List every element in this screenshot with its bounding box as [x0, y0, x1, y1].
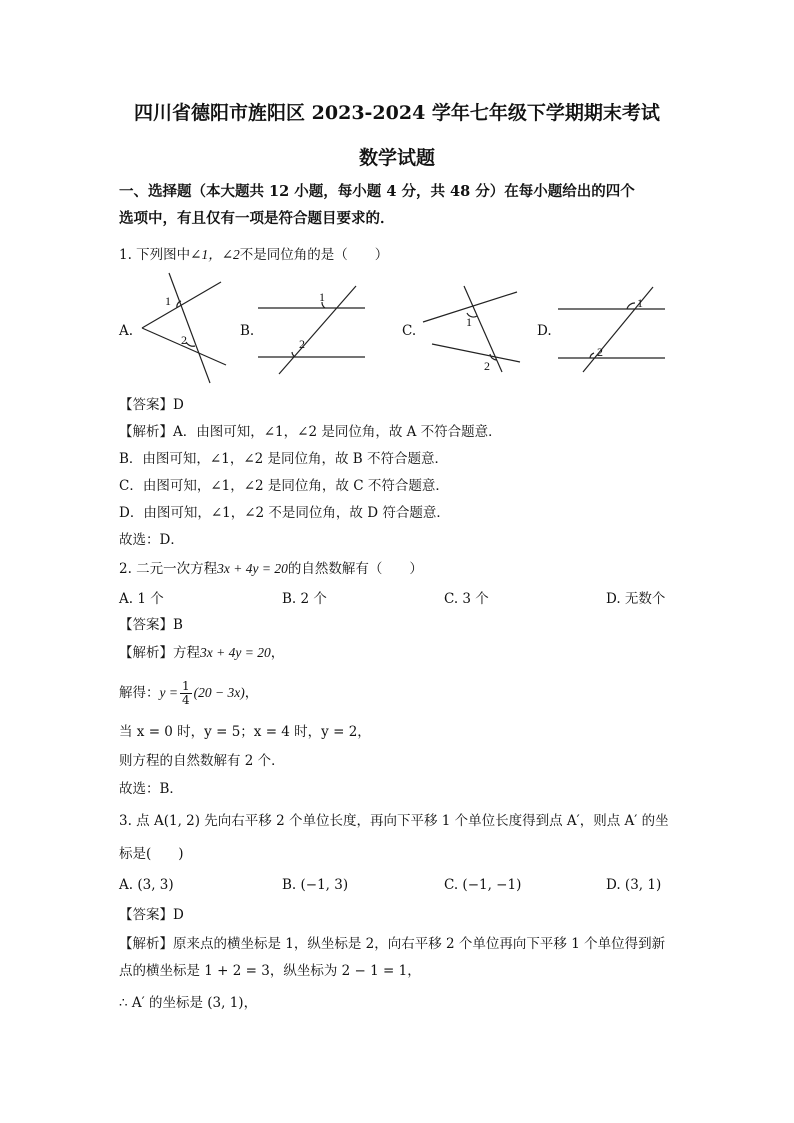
q1-analysis-line: C．由图可知，∠1，∠2 是同位角，故 C 不符合题意． [119, 478, 449, 494]
q2-solve-post: ， [244, 685, 259, 701]
q2-solve-lhs: y = [159, 685, 178, 700]
q2-fraction [180, 680, 192, 707]
q1-figure-a-label: A. [119, 323, 134, 339]
fig-d-angle2-arc [590, 353, 594, 358]
q2-option-c: C. 3 个 [444, 591, 489, 607]
q3-option-d: D. (3, 1) [606, 877, 662, 893]
q2-when-line: 当 x = 0 时，y = 5；x = 4 时，y = 2， [119, 724, 371, 740]
q1-figure-d-label: D. [537, 323, 552, 339]
fig-a-angle2-arc [186, 342, 195, 346]
q3-analysis-line3: ∴ A′ 的坐标是 (3, 1)， [119, 995, 258, 1011]
fig-b-transversal [279, 286, 356, 374]
fig-d-mark2: 2 [597, 345, 603, 359]
q2-answer: 【答案】B [119, 617, 183, 633]
q1-analysis-line: D．由图可知，∠1，∠2 不是同位角，故 D 符合题意． [119, 505, 450, 521]
q2-option-b: B. 2 个 [282, 591, 327, 607]
fig-a-mark1: 1 [165, 294, 171, 308]
q3-option-a: A. (3, 3) [119, 877, 174, 893]
q2-analysis-math: 3x + 4y = 20 [200, 645, 271, 660]
q3-option-c: C. (−1, −1) [444, 877, 522, 893]
q2-analysis-post: ， [270, 645, 285, 661]
q2-stem-math: 3x + 4y = 20 [217, 561, 288, 576]
q1-analysis-line: B．由图可知，∠1，∠2 是同位角，故 B 不符合题意． [119, 451, 449, 467]
fig-d-angle1-arc [627, 303, 635, 309]
q1-stem [119, 246, 388, 264]
q1-answer: 【答案】D [119, 397, 184, 413]
q1-figure-b-label: B. [240, 323, 255, 339]
q3-analysis-line1: 【解析】原来点的横坐标是 1，纵坐标是 2，向右平移 2 个单位再向下平移 1 个单位得到新 [119, 936, 666, 952]
section1-heading-line1: 一、选择题（本大题共 12 小题，每小题 4 分，共 48 分）在每小题给出的四个 [119, 183, 635, 200]
q2-fraction-denominator: 4 [181, 693, 190, 707]
q2-stem-post: 的自然数解有（ ） [287, 561, 423, 577]
q1-figure-a [138, 270, 233, 390]
q2-option-a: A. 1 个 [119, 591, 164, 607]
q1-stem-math: ∠1，∠2 [190, 247, 240, 262]
fig-c-line-lower [432, 344, 520, 362]
fig-a-mark2: 2 [181, 333, 187, 347]
q1-analysis-line: 【解析】A．由图可知，∠1，∠2 是同位角，故 A 不符合题意． [119, 424, 502, 440]
fig-b-mark2: 2 [299, 337, 305, 351]
fig-a-transversal [169, 273, 210, 383]
q1-stem-pre: 1. 下列图中 [119, 247, 191, 263]
q2-stem [119, 560, 423, 578]
q2-analysis-pre: 【解析】方程 [119, 645, 200, 661]
exam-title-line1: 四川省德阳市旌阳区 2023-2024 学年七年级下学期期末考试 [134, 102, 660, 124]
section1-heading-line2: 选项中，有且仅有一项是符合题目要求的． [119, 210, 395, 227]
fig-b-angle2-arc [292, 352, 295, 357]
fig-d-mark1: 1 [637, 296, 643, 310]
q3-stem-line1: 3. 点 A(1, 2) 先向右平移 2 个单位长度，再向下平移 1 个单位长度得到点 A′，则点 A′ 的坐 [119, 813, 669, 829]
q1-stem-post: 不是同位角的是（ ） [239, 247, 389, 263]
q2-fraction-numerator: 1 [181, 679, 190, 693]
q2-solve-pre: 解得： [119, 685, 160, 701]
q1-figure-c-label: C. [402, 323, 417, 339]
fig-c-mark1: 1 [466, 315, 472, 329]
q2-choose: 故选：B． [119, 781, 183, 797]
q1-analysis-line: 故选：D． [119, 532, 184, 548]
q3-stem-line2: 标是( ) [119, 846, 184, 862]
q2-solve-rhs: (20 − 3x) [193, 685, 245, 700]
exam-title-line2: 数学试题 [358, 147, 435, 169]
q3-option-b: B. (−1, 3) [282, 877, 349, 893]
q2-analysis [119, 644, 284, 662]
q2-stem-pre: 2. 二元一次方程 [119, 561, 218, 577]
q1-figure-b [255, 280, 370, 380]
q2-conclusion: 则方程的自然数解有 2 个． [119, 753, 285, 769]
fig-c-mark2: 2 [484, 359, 490, 373]
q3-answer: 【答案】D [119, 907, 184, 923]
q1-figure-d [555, 280, 670, 380]
q2-option-d: D. 无数个 [606, 591, 666, 607]
q2-solve-line [119, 680, 258, 707]
q1-figure-c [420, 282, 525, 377]
q3-analysis-line2: 点的横坐标是 1 + 2 = 3，纵坐标为 2 − 1 = 1， [119, 963, 421, 979]
fig-b-mark1: 1 [319, 290, 325, 304]
